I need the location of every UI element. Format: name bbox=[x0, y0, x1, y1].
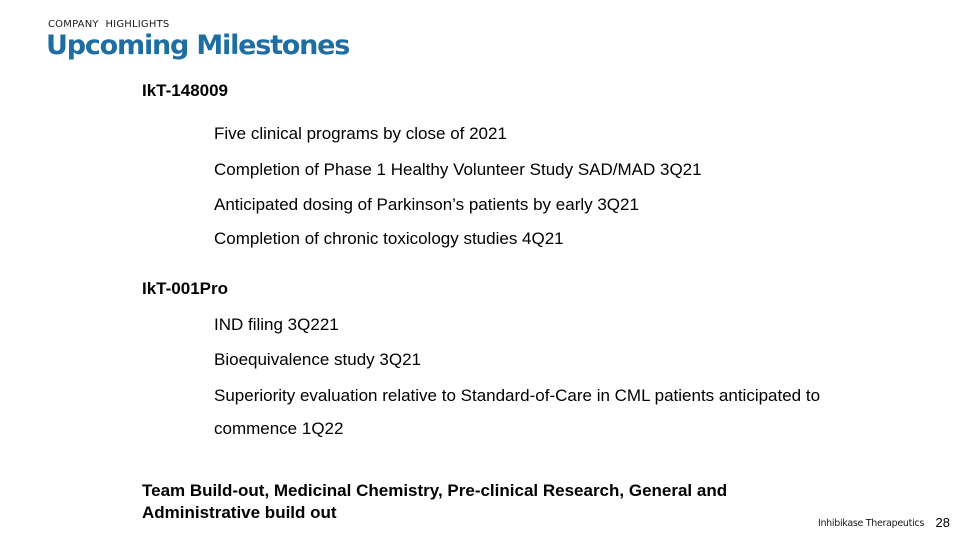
page-title: Upcoming Milestones bbox=[46, 30, 350, 61]
section-eyebrow: COMPANY HIGHLIGHTS bbox=[48, 19, 170, 30]
milestone-item: Superiority evaluation relative to Standard-of-Care in CML patients anticipated to bbox=[214, 386, 821, 405]
page-number: 28 bbox=[935, 515, 950, 530]
milestone-item: Five clinical programs by close of 2021 bbox=[214, 124, 507, 143]
milestone-item: Completion of Phase 1 Healthy Volunteer Study SAD/MAD 3Q21 bbox=[214, 160, 702, 179]
team-buildout-heading: Team Build-out, Medicinal Chemistry, Pre-clinical Research, General and Administrative build out bbox=[142, 481, 728, 522]
milestone-item: Bioequivalence study 3Q21 bbox=[214, 350, 421, 369]
milestone-item: IND filing 3Q221 bbox=[214, 315, 339, 334]
section-heading-ikt-148009: IkT-148009 bbox=[142, 81, 229, 100]
milestone-item: Completion of chronic toxicology studies 4Q21 bbox=[214, 229, 564, 248]
milestone-item: commence 1Q22 bbox=[214, 419, 344, 438]
section-heading-ikt-001pro: IkT-001Pro bbox=[142, 279, 228, 298]
milestone-item: Anticipated dosing of Parkinson’s patients by early 3Q21 bbox=[214, 195, 639, 214]
company-name: Inhibikase Therapeutics bbox=[817, 518, 924, 529]
